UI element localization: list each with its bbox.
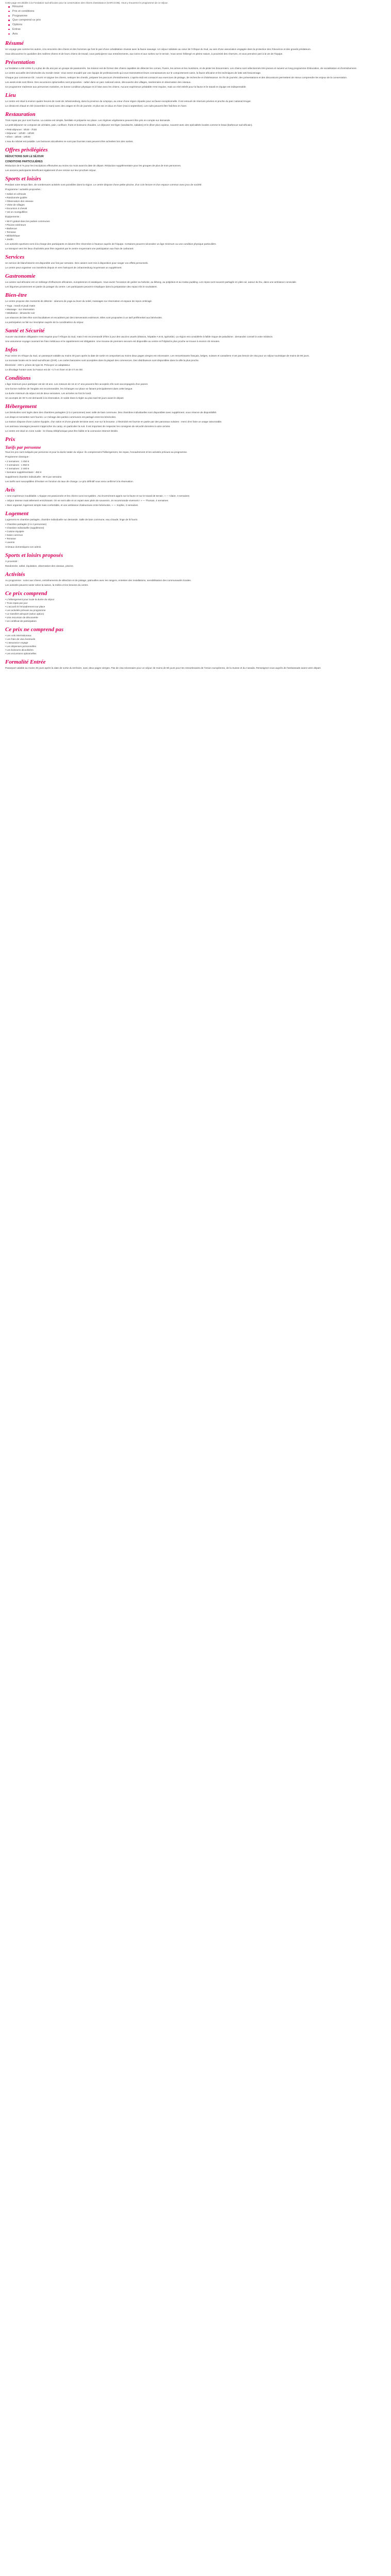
list-item: • Les vols internationaux xyxy=(5,634,31,637)
section-beaute xyxy=(5,292,386,324)
paragraph: Tous les prix sont indiqués par personne et pour la durée totale du séjour. Ils comprennent l'hébergement, les repas, l'encadrement et les activités prévues au programme. xyxy=(5,450,188,453)
list-item: • Les frais de visa éventuels xyxy=(5,637,36,640)
section-title: Infos xyxy=(5,346,18,353)
paragraph: Un voyage pas comme les autres, à la rencontre des chiens et des hommes qui font le pari d'une cohabitation réussie avec la faune sauvage. Un séjour solidaire au cœur de l'Afrique du Sud, au sein d'une association engagée dans la protection des rhinocéros et des grands prédateurs. xyxy=(5,47,312,50)
section-title: Conditions xyxy=(5,375,31,381)
bullet-list xyxy=(5,634,386,655)
list-item: • L'assurance voyage xyxy=(5,641,28,644)
paragraph: Le centre propose des moments de détente : séances de yoga au lever du soleil, massages sur réservation et espace de repos ombragé. xyxy=(5,299,153,302)
bullet-list xyxy=(5,522,386,544)
paragraph: Ce programme s'adresse aux personnes motivées, en bonne condition physique et à l'aise avec les chiens. Aucune expérience préalable n'est requise, mais un réel intérêt pour la faune et le travail en équipe est indispensable. xyxy=(5,85,247,88)
toc-link[interactable]: Avis xyxy=(12,32,386,37)
section-title: Activités xyxy=(5,571,25,578)
paragraph: L'âge minimum pour participer est de 18 ans. Les mineurs de 16 et 17 ans peuvent être acceptés s'ils sont accompagnés d'un parent. xyxy=(5,382,149,385)
section-caption: CONDITIONS PARTICULIÈRES xyxy=(5,160,43,163)
paragraph: Le climat est chaud en été (novembre à mars) avec des orages en fin de journée, et plus sec et doux en hiver (mai à septembre). Les nuits peuvent être fraîches en hiver. xyxy=(5,104,187,107)
paragraph: Les week-ends sont libres. Des excursions optionnelles sont proposées : safari dans un parc national voisin, découverte des villages, randonnées et observation des oiseaux. xyxy=(5,80,191,83)
list-item: • Une excursion de découverte xyxy=(5,616,38,619)
paragraph: Programme / activités proposées : xyxy=(5,188,42,191)
paragraph: La maison dispose d'une cuisine équipée, d'un salon et d'une grande terrasse avec vue sur la brousse. L'électricité est fournie en partie par des panneaux solaires : merci d'en faire un usage raisonnable. xyxy=(5,420,222,423)
section-title: Résumé xyxy=(5,40,24,46)
section-formalite xyxy=(5,658,386,670)
toc-link[interactable]: Extras xyxy=(12,27,386,32)
bullet-list xyxy=(5,128,386,139)
paragraph: Vous découvrirez le quotidien des maîtres-chiens et de leurs chiens de travail, vous participerez aux entraînements, aux soins et aux sorties sur le terrain. Vous serez hébergé en pleine nature, à proximité des réserves, et vous prendrez part à la vie de l'équipe. xyxy=(5,52,283,55)
paragraph: La fondation a été créée il y a plus de dix ans par un groupe de passionnés. Sa mission est de former des chiens capables de détecter les cornes, l'ivoire, les armes et les munitions, et de pister les braconniers. Les chiens sont sélectionnés très jeunes et suivent un long programme d'éducation, de socialisation et d'entraînement. xyxy=(5,66,357,70)
section-title: Lieu xyxy=(5,92,16,98)
paragraph: Les activités peuvent varier selon la saison, la météo et les besoins du centre. xyxy=(5,583,89,586)
paragraph: Les tarifs sont susceptibles d'évoluer en fonction du taux de change. Le prix définitif vous sera confirmé à la réservation. xyxy=(5,480,134,483)
section-subtitle: Tarifs par personne xyxy=(5,444,41,450)
paragraph: Passeport valable au moins 30 jours après la date de sortie du territoire, avec deux pages vierges. Pas de visa nécessaire pour un séjour de moins de 90 jours pour les ressortissants de l'Union européenne, de la Suisse et du Canada. Renseignez-vous auprès de l'ambassade avant votre départ. xyxy=(5,666,321,669)
bullet-list xyxy=(5,598,386,623)
bullet-list xyxy=(5,304,386,315)
bullet-list xyxy=(5,192,386,214)
section-offres xyxy=(5,146,386,172)
paragraph: Le décalage horaire avec la France est de +1 h en hiver et de 0 h en été. xyxy=(5,368,84,371)
paragraph: À proximité : xyxy=(5,560,19,563)
paragraph: Un acompte de 30 % est demandé à la réservation, le solde étant à régler au plus tard 60 jours avant le départ. xyxy=(5,396,124,399)
paragraph: Équipements : xyxy=(5,215,21,218)
section-title: Sports et loisirs proposés xyxy=(5,552,63,558)
paragraph: Le centre accueille des bénévoles du monde entier. Vous serez encadré par une équipe de professionnels qui vous transmettront leurs connaissances sur le comportement canin, la faune africaine et les techniques de lutte anti-braconnage. xyxy=(5,71,262,74)
section-title: Ce prix ne comprend pas xyxy=(5,626,64,633)
paragraph: Les activités sportives sont à la charge des participants et doivent être réservées à l'avance auprès de l'équipe. Certaines peuvent nécessiter un âge minimum ou une condition physique particulière. xyxy=(5,242,217,245)
list-item: • Yoga : mardi et jeudi matin • Massage : sur réservation • Méditation : dimanche soir xyxy=(5,304,36,314)
section-hebergement xyxy=(5,403,386,433)
section-title: Restauration xyxy=(5,111,36,117)
section-title: Formalité Entrée xyxy=(5,658,46,665)
paragraph: Réduction de 5 % pour les inscriptions effectuées au moins six mois avant la date de départ. Réduction supplémentaire pour les groupes de plus de trois personnes. xyxy=(5,164,182,167)
paragraph: Aucune vaccination obligatoire n'est requise pour l'Afrique du Sud, mais il est recommandé d'être à jour des vaccins usuels (tétanos, hépatite A et B, typhoïde). La région est considérée à faible risque de paludisme ; demandez conseil à votre médecin. xyxy=(5,335,273,338)
section-nocomprend xyxy=(5,626,386,655)
list-item: • 2 semaines : 1 450 € • 3 semaines : 1 950 € • 4 semaines : 2 400 € • Semaine supplémentaire : 450 € xyxy=(5,460,42,473)
section-title: Services xyxy=(5,253,25,260)
toc-link[interactable]: Options xyxy=(12,23,386,27)
bullet-list xyxy=(5,460,386,474)
paragraph: La participation se fait sur inscription auprès de la coordinatrice du séjour. xyxy=(5,320,84,324)
paragraph: Animaux domestiques non admis. xyxy=(5,545,42,548)
section-title: Gastronomie xyxy=(5,273,36,279)
paragraph: La durée minimum du séjour est de deux semaines. Les arrivées se font le lundi. xyxy=(5,392,92,395)
bullet-list xyxy=(5,219,386,241)
paragraph: Supplément chambre individuelle : 90 € par semaine. xyxy=(5,475,62,478)
list-item: • Les activités prévues au programme xyxy=(5,608,46,612)
paragraph: Pendant votre temps libre, de nombreuses activités sont possibles dans la région. Le centre dispose d'une petite piscine, d'un coin lecture et d'un espace commun avec jeux de société. xyxy=(5,183,202,186)
section-presentation xyxy=(5,59,386,89)
list-item: • Chambre partagée (2 à 4 personnes) • Chambre individuelle (supplément) • Cuisine équipée • Salon commun • Terrasse • Laverie xyxy=(5,522,47,544)
paragraph: « Une expérience inoubliable. L'équipe est passionnée et les chiens sont incroyables. J'ai énormément appris sur la faune et sur le travail de terrain. » — Claire, 3 semaines xyxy=(5,494,190,497)
paragraph: Trois repas par jour sont fournis. La cuisine est simple, familiale et préparée sur place. Les régimes végétariens peuvent être pris en compte sur demande. xyxy=(5,118,171,122)
paragraph: Les anciens participants bénéficient également d'une remise sur leur prochain séjour. xyxy=(5,168,96,172)
paragraph: Électricité : 230 V, prises de type M. Prévoyez un adaptateur. xyxy=(5,363,71,366)
list-item: • Trois repas par jour xyxy=(5,601,28,604)
paragraph: Chaque jour commence tôt : nourrir et soigner les chiens, nettoyer les chenils, préparer les parcours d'entraînement. L'après-midi est consacré aux exercices de pistage, de recherche et d'obéissance. En fin de journée, des présentations et des discussions permettent de mieux comprendre les enjeux de la conservation. xyxy=(5,76,348,79)
section-logement xyxy=(5,510,386,549)
list-item: • Un certificat de participation xyxy=(5,619,37,622)
paragraph: Les séances de bien-être sont facultatives et encadrées par des intervenants extérieurs. Elles sont proposées à un tarif préférentiel aux bénévoles. xyxy=(5,316,162,319)
section-lieu xyxy=(5,92,386,108)
section-prix xyxy=(5,436,386,483)
section-resume xyxy=(5,40,386,56)
table-of-contents xyxy=(5,5,386,37)
paragraph: Logement en chambre partagée, chambre individuelle sur demande. Salle de bain commune, eau chaude, linge de lit fourni. xyxy=(5,518,138,521)
toc-link[interactable]: Résumé xyxy=(12,5,386,9)
toc-link[interactable]: Prix et conditions xyxy=(12,9,386,14)
section-services xyxy=(5,253,386,269)
paragraph: Les bénévoles sont logés dans des chambres partagées (2 à 4 personnes) avec salle de bain commune. Des chambres individuelles sont disponibles avec supplément, sous réserve de disponibilité. xyxy=(5,411,217,414)
paragraph: Les draps et serviettes sont fournis. Le ménage des parties communes est partagé entre les bénévoles. xyxy=(5,415,117,418)
section-activites xyxy=(5,571,386,587)
paragraph: Une assurance voyage couvrant les frais médicaux et le rapatriement est obligatoire. Une trousse de premiers secours est disponible au centre et l'hôpital le plus proche se trouve à environ 45 minutes. xyxy=(5,340,220,343)
paragraph: L'eau du robinet est potable. Les boissons alcoolisées ne sont pas fournies mais peuvent être achetées lors des sorties. xyxy=(5,140,134,143)
paragraph: Le petit-déjeuner se compose de céréales, pain, confiture, fruits et boissons chaudes. Le déjeuner est léger (sandwichs, salades) et le dîner plus copieux, souvent avec des spécialités locales comme le braai (barbecue sud-africain). xyxy=(5,123,253,126)
paragraph: « Bien organisé, logement simple mais confortable, et une ambiance chaleureuse entre bénévoles. » — Sophie, 2 semaines xyxy=(5,503,138,506)
section-sante xyxy=(5,327,386,343)
list-item: • Wi-Fi gratuit dans les parties communes • Piscine extérieure • Barbecue • Terrasse • Bibliothèque • Jardin xyxy=(5,219,50,241)
list-item: • L'accueil et l'encadrement sur place xyxy=(5,605,45,608)
list-item: • Les dépenses personnelles xyxy=(5,645,37,648)
paragraph: Randonnée, safari, équitation, observation des oiseaux, piscine. xyxy=(5,564,74,567)
paragraph: Le transport vers les lieux d'activités peut être organisé par le centre moyennant une participation aux frais de carburant. xyxy=(5,247,134,250)
list-item: • Les excursions optionnelles xyxy=(5,652,37,655)
paragraph: Pour entrer en Afrique du Sud, un passeport valable au moins 30 jours après la date de sortie et comportant au moins deux pages vierges est nécessaire. Les ressortissants français, belges, suisses et canadiens n'ont pas besoin de visa pour un séjour touristique de moins de 90 jours. xyxy=(5,354,310,357)
paragraph: Un service de blanchisserie est disponible une fois par semaine. Des casiers sont mis à disposition pour ranger vos effets personnels. xyxy=(5,261,149,264)
document-content xyxy=(5,40,386,670)
section-infos xyxy=(5,346,386,371)
section-title: Santé et Sécurité xyxy=(5,327,45,334)
section-title: Bien-être xyxy=(5,292,27,298)
paragraph: Programme classique : xyxy=(5,455,30,458)
section-restauration xyxy=(5,111,386,143)
list-item: • Petit-déjeuner : 6h30 - 7h30 • Déjeuner : 12h30 - 13h30 • Dîner : 18h30 - 19h30 xyxy=(5,128,37,138)
section-sports xyxy=(5,175,386,250)
paragraph: Le centre est situé à environ quatre heures de route de Johannesburg, dans la province du Limpopo, au cœur d'une région réputée pour sa faune exceptionnelle. Il est entouré de réserves privées et proche du parc national Kruger. xyxy=(5,99,251,103)
section-title: Avis xyxy=(5,486,15,493)
paragraph: Au programme : soins aux chiens, entraînements de détection et de pistage, patrouilles avec les rangers, entretien des installations, sensibilisation des communautés locales. xyxy=(5,579,191,582)
section-comprend xyxy=(5,590,386,623)
section-gastro xyxy=(5,273,386,289)
section-caption: RÉDUCTIONS SUR LE SÉJOUR xyxy=(5,155,44,158)
section-title: Hébergement xyxy=(5,403,37,410)
paragraph: Les légumes proviennent en partie du potager du centre. Les participants peuvent s'impliquer dans la préparation des repas s'ils le souhaitent. xyxy=(5,285,157,288)
list-item: • Le transfert aéroport (selon option) xyxy=(5,612,44,615)
section-title: Ce prix comprend xyxy=(5,590,47,597)
paragraph: La cuisine sud-africaine est un mélange d'influences africaines, européennes et asiatiques. Vous aurez l'occasion de goûter au bobotie, au biltong, au potjiekos et au malva pudding. Les repas sont souvent partagés en plein air, autour du feu, dans une ambiance conviviale. xyxy=(5,280,297,283)
paragraph: Une bonne maîtrise de l'anglais est recommandée, les échanges sur place se faisant principalement dans cette langue. xyxy=(5,387,133,390)
list-item: • Les boissons alcoolisées xyxy=(5,648,34,651)
paragraph: Les animaux sauvages peuvent s'approcher du camp, en particulier la nuit. Il est important de respecter les consignes de sécurité données à votre arrivée. xyxy=(5,425,171,428)
section-title: Sports et loisirs xyxy=(5,175,41,182)
section-title: Présentation xyxy=(5,59,35,65)
section-avis xyxy=(5,486,386,507)
section-conditions xyxy=(5,375,386,400)
section-title: Prix xyxy=(5,436,15,443)
list-item: • Safari en véhicule • Randonnée guidée • Observation des oiseaux • Visite de villages • Excursion à cheval • Vol en montgolfière xyxy=(5,192,34,213)
list-item: • L'hébergement pour toute la durée du séjour xyxy=(5,598,55,601)
toc-link[interactable]: Programme xyxy=(12,14,386,19)
paragraph: Le centre peut organiser vos transferts depuis et vers l'aéroport de Johannesburg moyennant un supplément. xyxy=(5,266,122,269)
section-title: Logement xyxy=(5,510,29,517)
section-sports2 xyxy=(5,552,386,568)
section-title: Offres privilégiées xyxy=(5,146,48,153)
intro-note: Cette page est dédiée à la Fondation sud-africaine pour la conservation des chiens d'assistance (SARCCOB). Vous y trouverez le programme de ce séjour. xyxy=(5,2,168,4)
document-page xyxy=(0,0,391,676)
paragraph: La monnaie locale est le rand sud-africain (ZAR). Les cartes bancaires sont acceptées dans la plupart des commerces. Des distributeurs sont disponibles dans la ville la plus proche. xyxy=(5,359,199,362)
paragraph: « Séjour intense mais tellement enrichissant. On se sent utile et on repart avec plein de souvenirs. Je recommande vivement ! » — Thomas, 4 semaines xyxy=(5,499,168,502)
toc-link[interactable]: Que comprend ce prix xyxy=(12,18,386,23)
paragraph: Le centre est situé en zone rurale : le réseau téléphonique peut être faible et la connexion Internet limitée. xyxy=(5,429,119,432)
